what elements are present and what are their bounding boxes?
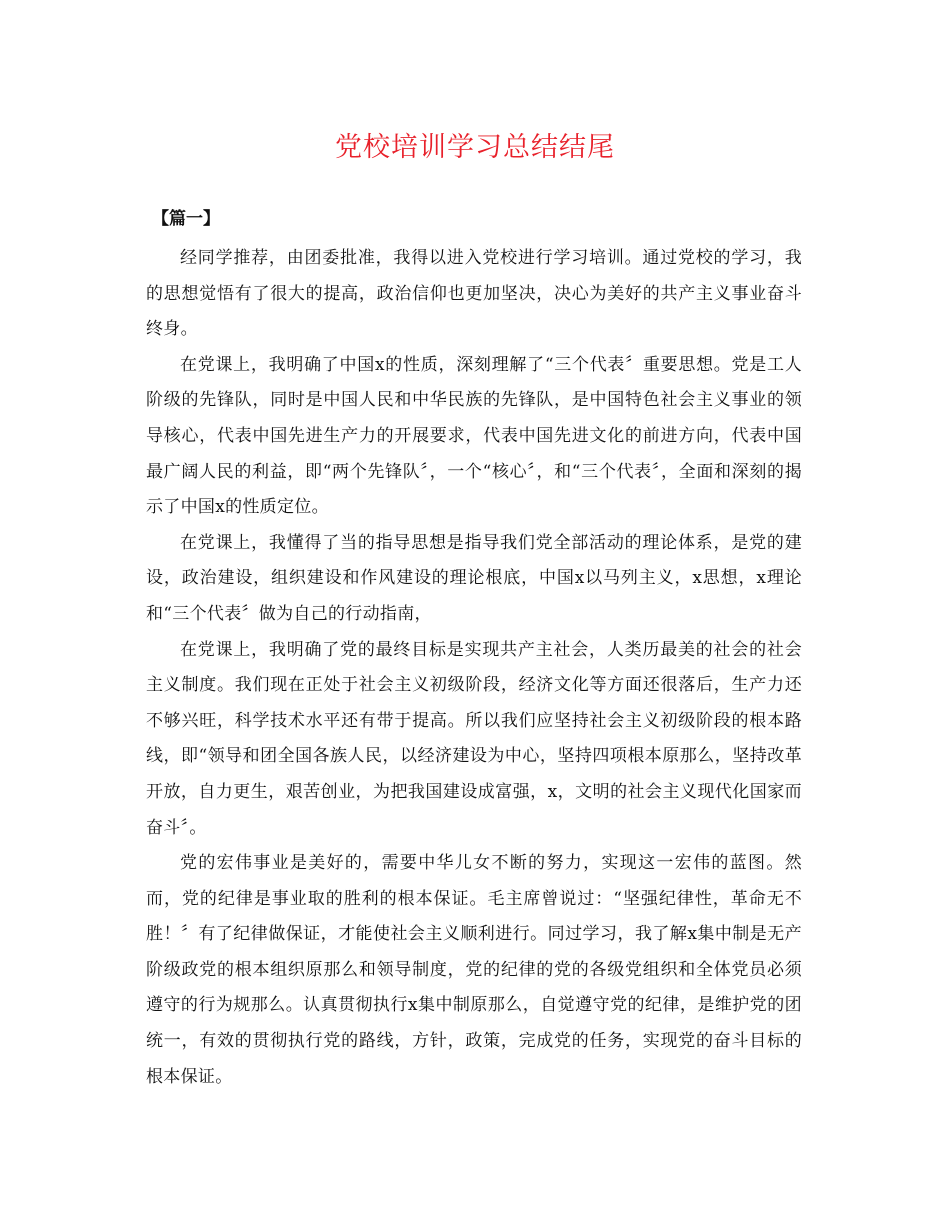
paragraph: 在党课上，我明确了中国x的性质，深刻理解了“三个代表〞重要思想。党是工人阶级的先锋队，同时是中国人民和中华民族的先锋队，是中国特色社会主义事业的领导核心，代表中国先进生产力的开展要求，代表中国先进文化的前进方向，代表中国最广阔人民的利益，即“两个先锋队〞，一个“核心〞，和“三个代表〞，全面和深刻的揭示了中国x的性质定位。 bbox=[146, 354, 802, 518]
paragraph: 党的宏伟事业是美好的，需要中华儿女不断的努力，实现这一宏伟的蓝图。然而，党的纪律是事业取的胜利的根本保证。毛主席曾说过：“坚强纪律性，革命无不胜！〞有了纪律做保证，才能使社会主义顺利进行。同过学习，我了解x集中制是无产阶级政党的根本组织原那么和领导制度，党的纪律的党的各级党组织和全体党员必须遵守的行为规那么。认真贯彻执行x集中制原那么，自觉遵守党的纪律，是维护党的团统一，有效的贯彻执行党的路线，方针，政策，完成党的任务，实现党的奋斗目标的根本保证。 bbox=[146, 853, 802, 1087]
section-label: 【篇一】 bbox=[152, 209, 220, 229]
document-body bbox=[146, 241, 802, 1095]
document-title: 党校培训学习总结结尾 bbox=[335, 132, 615, 163]
paragraph: 在党课上，我明确了党的最终目标是实现共产主社会，人类历最美的社会的社会主义制度。我们现在正处于社会主义初级阶段，经济文化等方面还很落后，生产力还不够兴旺，科学技术水平还有带于提高。所以我们应坚持社会主义初级阶段的根本路线，即“领导和团全国各族人民，以经济建设为中心，坚持四项根本原那么，坚持改革开放，自力更生，艰苦创业，为把我国建设成富强，x，文明的社会主义现代化国家而奋斗〞。 bbox=[146, 639, 802, 838]
paragraph: 经同学推荐，由团委批准，我得以进入党校进行学习培训。通过党校的学习，我的思想觉悟有了很大的提高，政治信仰也更加坚决，决心为美好的共产主义事业奋斗终身。 bbox=[146, 248, 802, 340]
paragraph: 在党课上，我懂得了当的指导思想是指导我们党全部活动的理论体系，是党的建设，政治建设，组织建设和作风建设的理论根底，中国x以马列主义，x思想，x理论和“三个代表〞做为自己的行动指南， bbox=[146, 532, 802, 624]
